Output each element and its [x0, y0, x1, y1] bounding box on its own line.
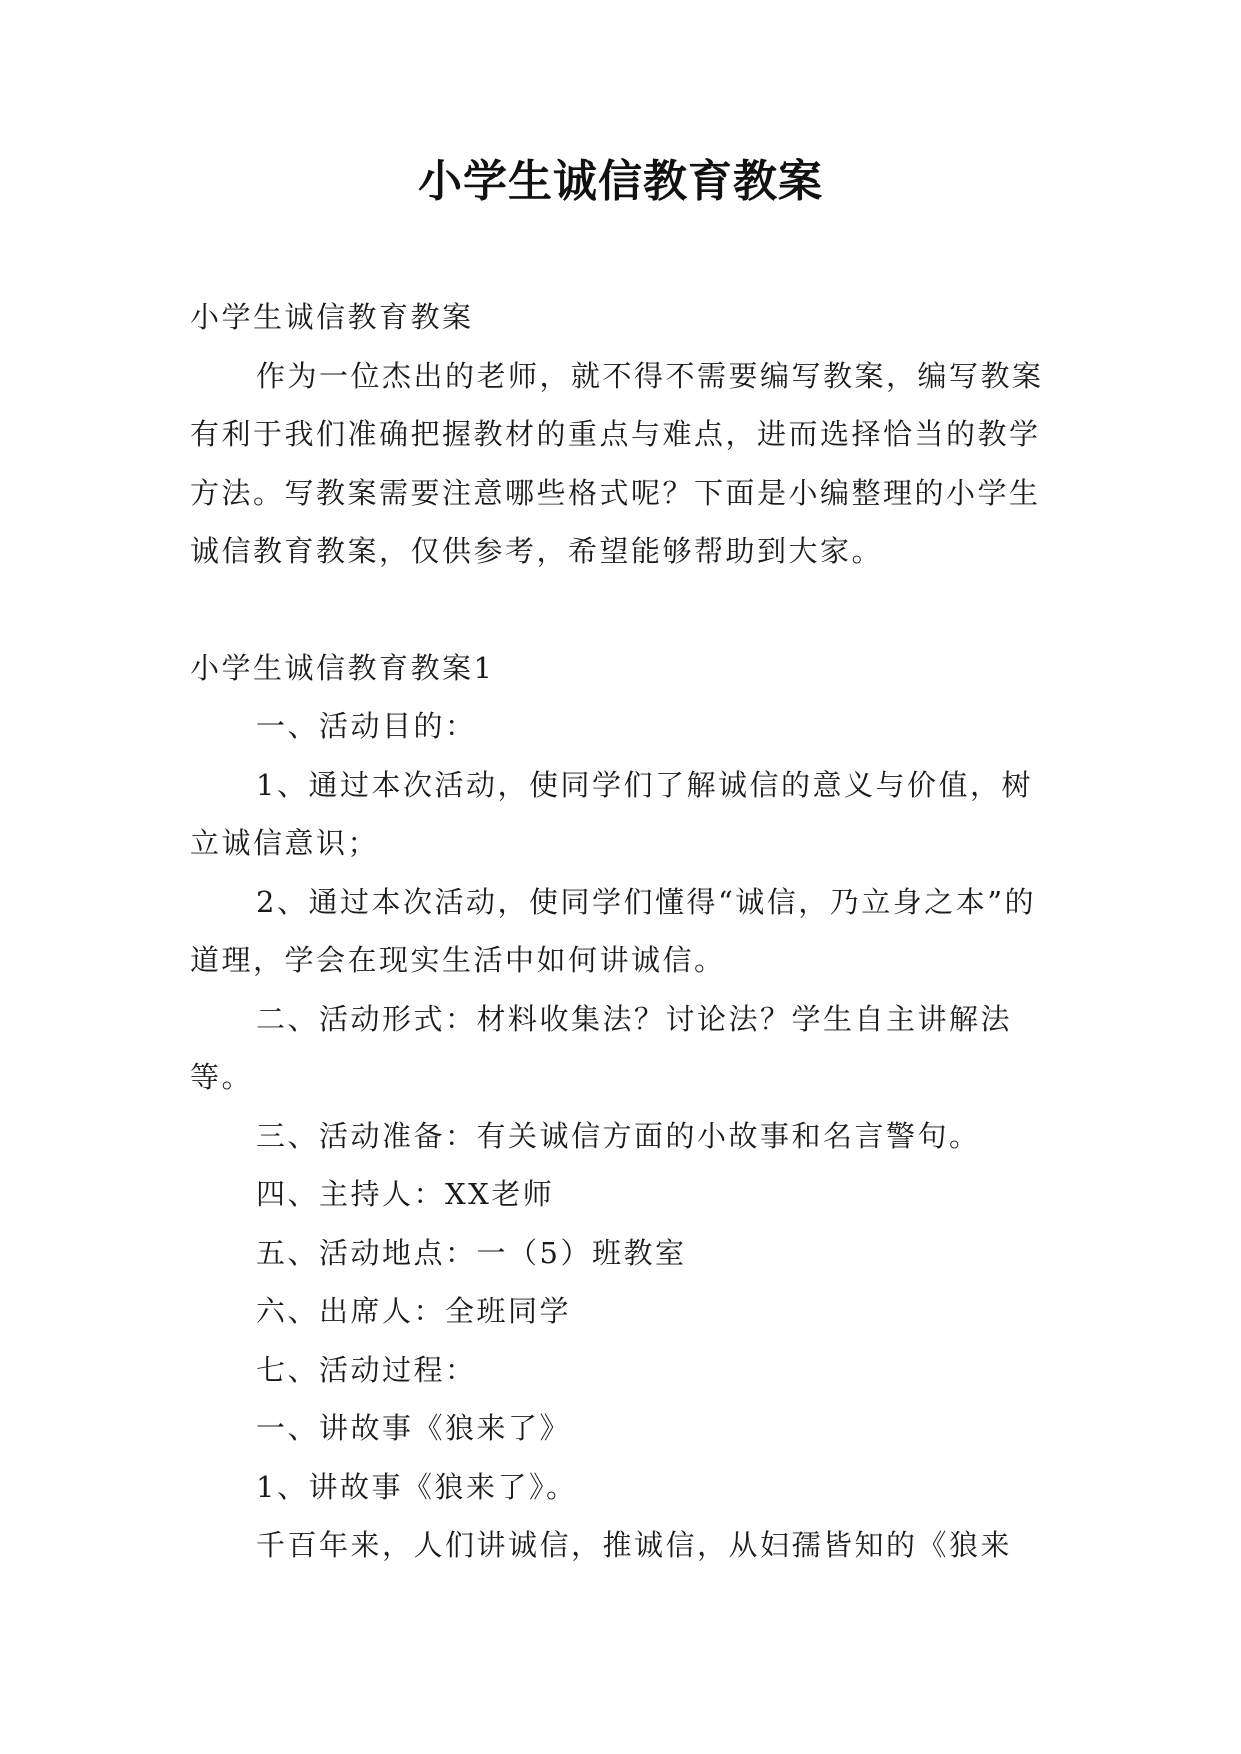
story-item-1: 1、讲故事《狼来了》。	[256, 1469, 578, 1504]
activity-preparation: 三、活动准备：有关诚信方面的小故事和名言警句。	[256, 1118, 981, 1153]
activity-attendees: 六、出席人：全班同学	[256, 1294, 572, 1328]
activity-format: 二、活动形式：材料收集法？讨论法？学生自主讲解法等。	[190, 1001, 1013, 1094]
intro-heading: 小学生诚信教育教案	[190, 300, 474, 334]
objective-item-1: 1、通过本次活动，使同学们了解诚信的意义与价值，树立诚信意识；	[190, 767, 1033, 860]
objective-heading: 一、活动目的：	[256, 709, 477, 743]
objective-item-2: 2、通过本次活动，使同学们懂得“诚信，乃立身之本”的道理，学会在现实生活中如何讲诚信。	[190, 884, 1037, 977]
section-spacer	[190, 581, 1052, 639]
story-heading: 一、讲故事《狼来了》	[256, 1411, 572, 1445]
activity-host: 四、主持人：XX老师	[256, 1177, 555, 1211]
section-heading: 小学生诚信教育教案1	[190, 650, 495, 685]
document-body	[190, 288, 1052, 1575]
intro-paragraph: 作为一位杰出的老师，就不得不需要编写教案，编写教案有利于我们准确把握教材的重点与难点，进而选择恰当的教学方法。写教案需要注意哪些格式呢？下面是小编整理的小学生诚信教育教案，仅供参考，希望能够帮助到大家。	[190, 358, 1044, 568]
document-title: 小学生诚信教育教案	[418, 156, 823, 207]
activity-location: 五、活动地点：一（5）班教室	[256, 1235, 687, 1270]
story-paragraph: 千百年来，人们讲诚信，推诚信，从妇孺皆知的《狼来	[256, 1528, 1013, 1562]
activity-process-heading: 七、活动过程：	[256, 1352, 477, 1387]
